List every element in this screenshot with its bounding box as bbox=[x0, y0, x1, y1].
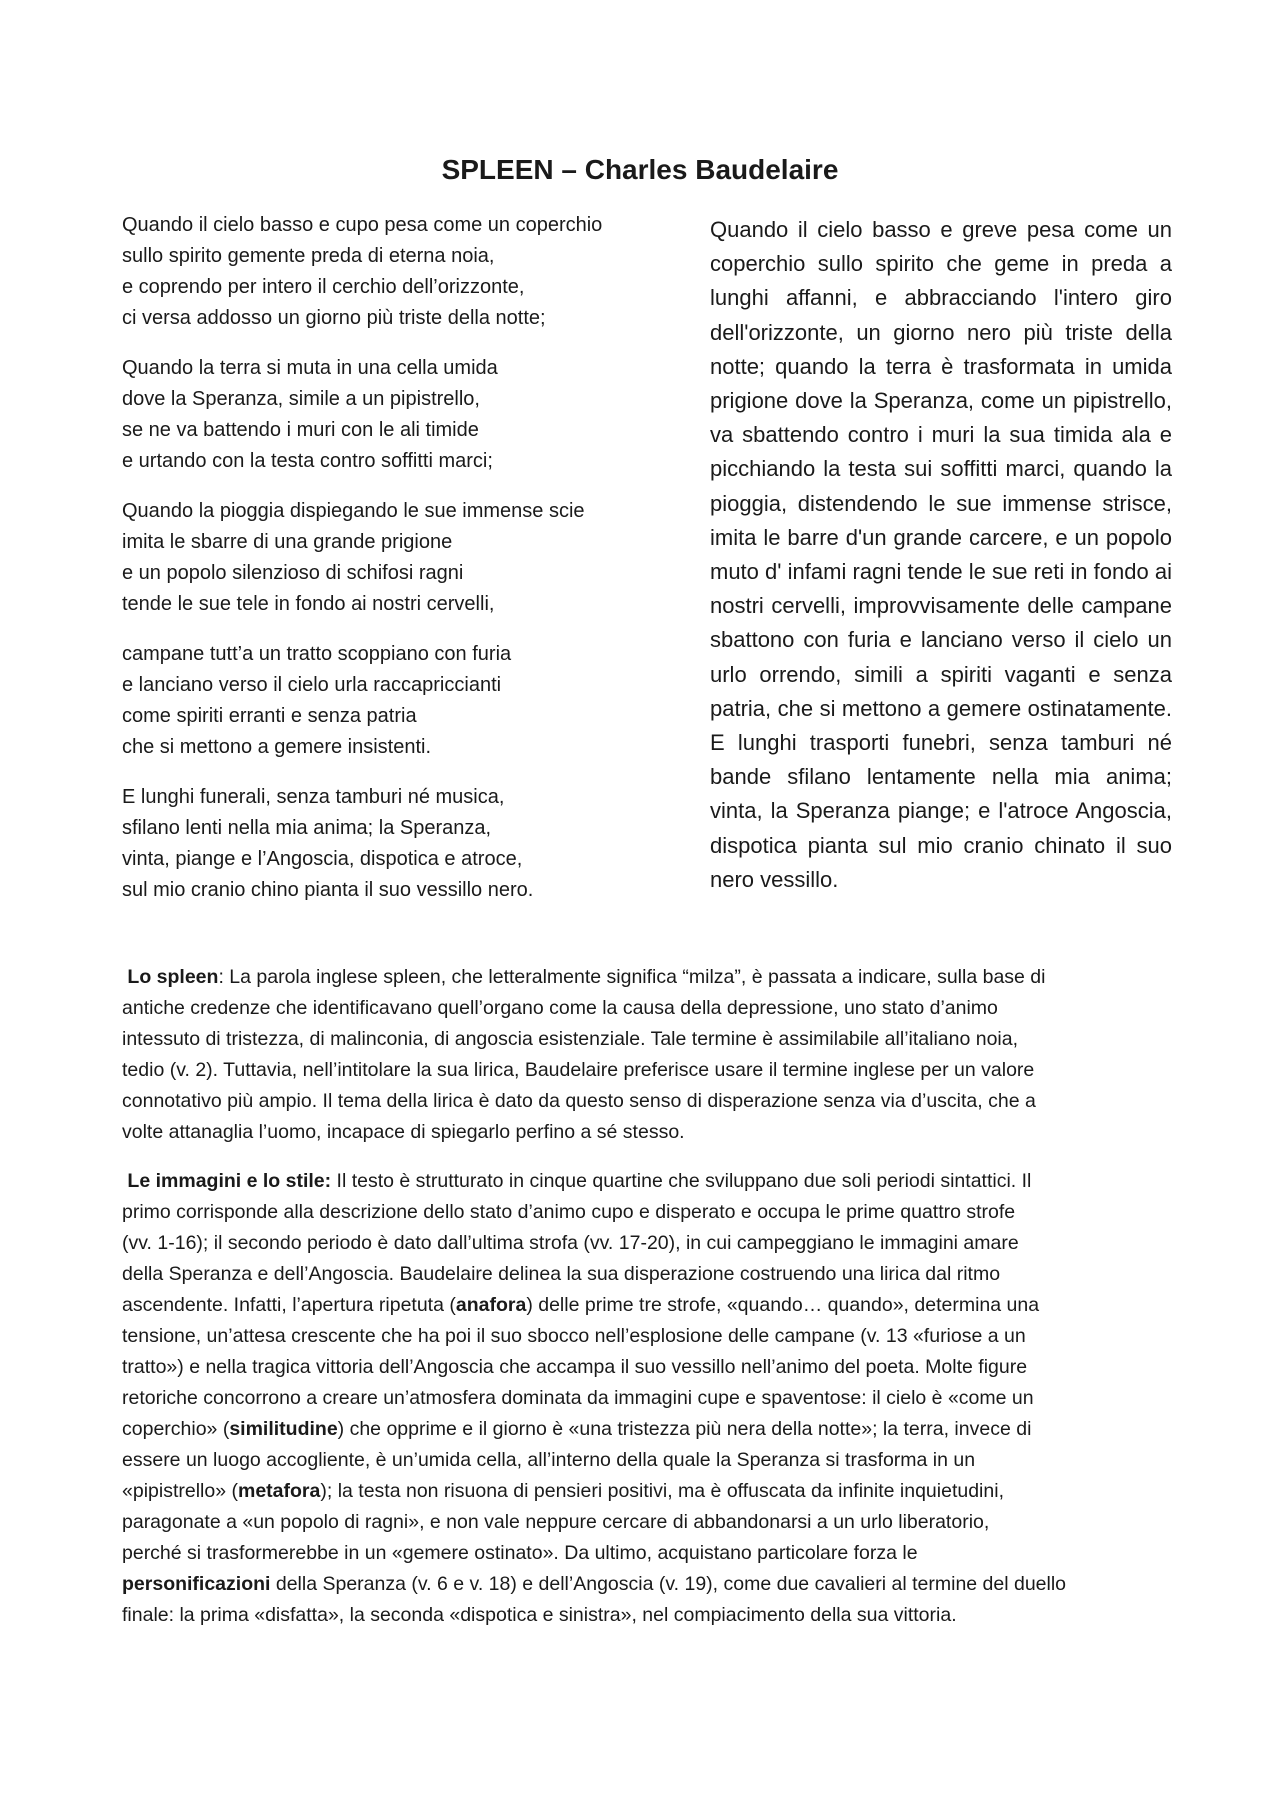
paragraph-immagini-stile bbox=[122, 1166, 1162, 1631]
poem-line: e un popolo silenzioso di schifosi ragni bbox=[122, 562, 464, 584]
text-fragment: coperchio» ( bbox=[122, 1418, 230, 1440]
text-line: retoriche concorrono a creare un’atmosfera dominata da immagini cupe e spaventose: il cielo è «come un bbox=[122, 1387, 1034, 1409]
text-line: intessuto di tristezza, di malinconia, di angoscia esistenziale. Tale termine è assimilabile all’italiano noia, bbox=[122, 1028, 1019, 1050]
poem-line: che si mettono a gemere insistenti. bbox=[122, 736, 432, 758]
text-fragment: ); la testa non risuona di pensieri positivi, ma è offuscata da infinite inquietudini, bbox=[320, 1480, 1004, 1502]
text-line bbox=[122, 1414, 1162, 1445]
poem-line: Quando la pioggia dispiegando le sue immense scie bbox=[122, 500, 585, 522]
poem-line: e urtando con la testa contro soffitti marci; bbox=[122, 450, 493, 472]
page-title: SPLEEN – Charles Baudelaire bbox=[441, 154, 839, 185]
text-line: connotativo più ampio. Il tema della lirica è dato da questo senso di disperazione senza via d’uscita, che a bbox=[122, 1090, 1036, 1112]
text-line: paragonate a «un popolo di ragni», e non vale neppure cercare di abbandonarsi a un urlo liberatorio, bbox=[122, 1511, 990, 1533]
section-heading: Lo spleen bbox=[127, 966, 219, 988]
text-line: primo corrisponde alla descrizione dello stato d’animo cupo e disperato e occupa le prime quattro strofe bbox=[122, 1201, 1016, 1223]
section-heading: Le immagini e lo stile: bbox=[127, 1170, 332, 1192]
poem-line: Quando il cielo basso e cupo pesa come un coperchio bbox=[122, 214, 603, 236]
poem-line: sul mio cranio chino pianta il suo vessillo nero. bbox=[122, 879, 534, 901]
stanza bbox=[122, 782, 702, 906]
poem-line: come spiriti erranti e senza patria bbox=[122, 705, 417, 727]
poem-line: vinta, piange e l’Angoscia, dispotica e atroce, bbox=[122, 848, 523, 870]
poem-translation: Quando il cielo basso e greve pesa come un coperchio sullo spirito che geme in preda a lunghi affanni, e abbracciando l'intero giro dell'orizzonte, un giorno nero più triste della notte; quando la terra è trasformata in umida prigione dove la Speranza, come un pipistrello, va sbattendo contro i muri la sua timida ala e picchiando la testa sui soffitti marci, quando la pioggia, distendendo le sue immense strisce, imita le barre d'un grande carcere, e un popolo muto d' infami ragni tende le sue reti in fondo ai nostri cervelli, improvvisamente delle campane sbattono con furia e lanciano verso il cielo un urlo orrendo, simili a spiriti vaganti e senza patria, che si mettono a gemere ostinatamente. E lunghi trasporti funebri, senza tamburi né bande sfilano lentamente nella mia anima; vinta, la Speranza piange; e l'atroce Angoscia, dispotica pianta sul mio cranio chinato il suo nero vessillo. bbox=[710, 217, 1172, 892]
text-line bbox=[122, 962, 1162, 993]
stanza bbox=[122, 353, 702, 477]
poem-line: sullo spirito gemente preda di eterna noia, bbox=[122, 245, 495, 267]
text-fragment: «pipistrello» ( bbox=[122, 1480, 238, 1502]
text-line: tedio (v. 2). Tuttavia, nell’intitolare la sua lirica, Baudelaire preferisce usare il termine inglese per un valore bbox=[122, 1059, 1035, 1081]
poem-line: dove la Speranza, simile a un pipistrello, bbox=[122, 388, 480, 410]
stanza bbox=[122, 496, 702, 620]
text-fragment: ascendente. Infatti, l’apertura ripetuta ( bbox=[122, 1294, 456, 1316]
stanza bbox=[122, 210, 702, 334]
stanza bbox=[122, 639, 702, 763]
poem-line: ci versa addosso un giorno più triste della notte; bbox=[122, 307, 546, 329]
text-line: tensione, un’attesa crescente che ha poi il suo sbocco nell’esplosione delle campane (v. 13 «furiose a un bbox=[122, 1325, 1026, 1347]
text-line: tratto») e nella tragica vittoria dell’Angoscia che accampa il suo vessillo nell’animo del poeta. Molte figure bbox=[122, 1356, 1028, 1378]
text-line bbox=[122, 1476, 1162, 1507]
text-fragment: ) delle prime tre strofe, «quando… quando», determina una bbox=[526, 1294, 1040, 1316]
term-metafora: metafora bbox=[237, 1480, 321, 1502]
poem-line: sfilano lenti nella mia anima; la Speranza, bbox=[122, 817, 492, 839]
text-fragment: della Speranza (v. 6 e v. 18) e dell’Angoscia (v. 19), come due cavalieri al termine del duello bbox=[270, 1573, 1067, 1595]
poem-line: Quando la terra si muta in una cella umida bbox=[122, 357, 498, 379]
term-anafora: anafora bbox=[455, 1294, 527, 1316]
poem-line: campane tutt’a un tratto scoppiano con furia bbox=[122, 643, 512, 665]
text-line: della Speranza e dell’Angoscia. Baudelaire delinea la sua disperazione costruendo una lirica dal ritmo bbox=[122, 1263, 1001, 1285]
paragraph-spleen bbox=[122, 962, 1162, 1148]
poem-line: e coprendo per intero il cerchio dell’orizzonte, bbox=[122, 276, 525, 298]
text-fragment: : La parola inglese spleen, che letteralmente significa “milza”, è passata a indicare, sulla base di bbox=[218, 966, 1046, 988]
text-fragment: ) che opprime e il giorno è «una tristezza più nera della notte»; la terra, invece di bbox=[337, 1418, 1032, 1440]
poem-line: e lanciano verso il cielo urla raccapriccianti bbox=[122, 674, 502, 696]
text-fragment: Il testo è strutturato in cinque quartine che sviluppano due soli periodi sintattici. Il bbox=[331, 1170, 1032, 1192]
poem-line: se ne va battendo i muri con le ali timide bbox=[122, 419, 479, 441]
poem-original-text bbox=[122, 210, 702, 925]
text-line bbox=[122, 1166, 1162, 1197]
poem-line: imita le sbarre di una grande prigione bbox=[122, 531, 453, 553]
text-line bbox=[122, 1290, 1162, 1321]
text-line: volte attanaglia l’uomo, incapace di spiegarlo perfino a sé stesso. bbox=[122, 1121, 685, 1143]
poem-line: E lunghi funerali, senza tamburi né musica, bbox=[122, 786, 505, 808]
term-similitudine: similitudine bbox=[229, 1418, 338, 1440]
text-line: antiche credenze che identificavano quell’organo come la causa della depressione, uno stato d’animo bbox=[122, 997, 998, 1019]
text-line: finale: la prima «disfatta», la seconda «dispotica e sinistra», nel compiacimento della sua vittoria. bbox=[122, 1604, 957, 1626]
text-line: essere un luogo accogliente, è un’umida cella, all’interno della quale la Speranza si trasforma in un bbox=[122, 1449, 976, 1471]
text-line bbox=[122, 1569, 1162, 1600]
text-line: (vv. 1-16); il secondo periodo è dato dall’ultima strofa (vv. 17-20), in cui campeggiano le immagini amare bbox=[122, 1232, 1019, 1254]
poem-line: tende le sue tele in fondo ai nostri cervelli, bbox=[122, 593, 495, 615]
text-line: perché si trasformerebbe in un «gemere ostinato». Da ultimo, acquistano particolare forza le bbox=[122, 1542, 918, 1564]
term-personificazioni: personificazioni bbox=[122, 1573, 271, 1595]
commentary bbox=[122, 962, 1162, 1649]
